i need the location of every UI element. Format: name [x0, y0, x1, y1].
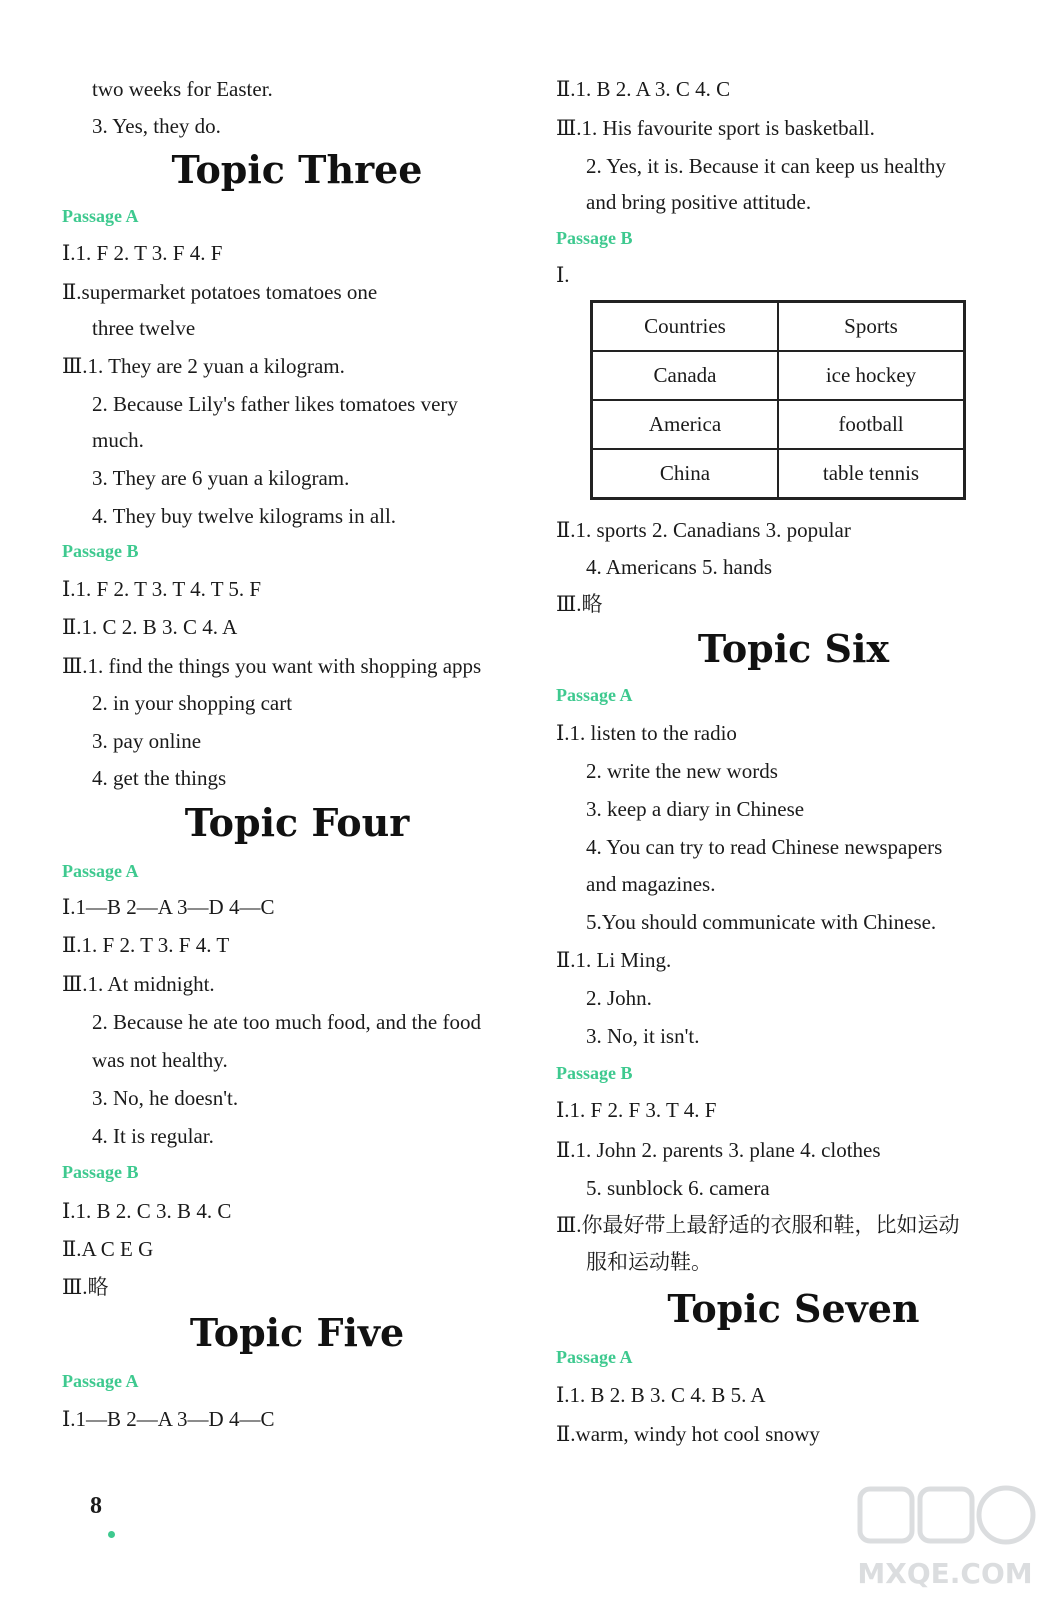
table-header-cell: Sports — [778, 302, 965, 352]
table-row — [592, 351, 965, 400]
answer-line: Ⅰ.1—B 2—A 3—D 4—C — [62, 1407, 275, 1431]
passage-b-label: Passage B — [62, 1162, 139, 1182]
answer-line: 4. They buy twelve kilograms in all. — [92, 504, 397, 528]
answer-line: 4. It is regular. — [92, 1124, 214, 1148]
answer-line: Ⅱ.warm, windy hot cool snowy — [556, 1422, 820, 1446]
answer-line: 3. pay online — [92, 729, 202, 753]
passage-b-label: Passage B — [62, 541, 139, 561]
decorative-dot — [108, 1531, 115, 1538]
table-row — [592, 449, 965, 499]
passage-a-label: Passage A — [556, 1347, 633, 1367]
svg-text:MXQE.COM: MXQE.COM — [857, 1557, 1033, 1590]
table-cell: ice hockey — [778, 351, 965, 400]
answer-line: two weeks for Easter. — [92, 77, 273, 101]
answer-line: Ⅲ.略 — [62, 1275, 109, 1299]
page-number: 8 — [90, 1493, 102, 1519]
table-cell: Canada — [592, 351, 779, 400]
topic-six-heading: Topic Six — [697, 626, 890, 671]
answer-line: 4. You can try to read Chinese newspapers — [586, 835, 943, 859]
answer-line: Ⅰ.1. listen to the radio — [556, 721, 737, 745]
watermark-logo — [850, 1475, 1040, 1595]
answer-line: Ⅲ.1. find the things you want with shopping apps — [62, 654, 482, 678]
passage-a-label: Passage A — [62, 206, 139, 226]
answer-line: 2. Because he ate too much food, and the food — [92, 1010, 481, 1034]
answer-line: 2. Yes, it is. Because it can keep us healthy — [586, 154, 946, 178]
answer-line: Ⅱ.1. C 2. B 3. C 4. A — [62, 615, 238, 639]
table-header-cell: Countries — [592, 302, 779, 352]
answer-line: 4. Americans 5. hands — [586, 555, 773, 579]
answer-line: Ⅲ.略 — [556, 592, 603, 616]
answer-line: Ⅱ.1. John 2. parents 3. plane 4. clothes — [556, 1138, 881, 1162]
answer-line: 3. They are 6 yuan a kilogram. — [92, 466, 350, 490]
answer-line: Ⅰ. — [556, 263, 570, 287]
answer-line: 5. sunblock 6. camera — [586, 1176, 770, 1200]
table-cell: America — [592, 400, 779, 449]
answer-line: 3. No, he doesn't. — [92, 1086, 239, 1110]
answer-line: was not healthy. — [92, 1048, 228, 1072]
answer-line: 3. Yes, they do. — [92, 114, 221, 138]
answer-line: 5.You should communicate with Chinese. — [586, 910, 937, 934]
table-cell: football — [778, 400, 965, 449]
answer-line: Ⅱ.1. Li Ming. — [556, 948, 672, 972]
answer-line: 服和运动鞋。 — [586, 1250, 712, 1274]
answer-line: and magazines. — [586, 872, 716, 896]
answer-line: Ⅱ.1. sports 2. Canadians 3. popular — [556, 518, 851, 542]
answer-line: Ⅱ.1. B 2. A 3. C 4. C — [556, 77, 731, 101]
answer-line: 2. write the new words — [586, 759, 778, 783]
topic-seven-heading: Topic Seven — [667, 1286, 920, 1331]
passage-b-label: Passage B — [556, 228, 633, 248]
table-header-row — [592, 302, 965, 352]
answer-line: Ⅲ.1. His favourite sport is basketball. — [556, 116, 875, 140]
table-cell: table tennis — [778, 449, 965, 499]
table-cell: China — [592, 449, 779, 499]
countries-sports-table — [590, 300, 966, 500]
answer-line: Ⅰ.1—B 2—A 3—D 4—C — [62, 895, 275, 919]
topic-five-heading: Topic Five — [189, 1310, 405, 1355]
answer-line: 3. keep a diary in Chinese — [586, 797, 805, 821]
answer-line: 4. get the things — [92, 766, 227, 790]
answer-line: much. — [92, 428, 144, 452]
passage-a-label: Passage A — [556, 685, 633, 705]
answer-line: Ⅰ.1. B 2. C 3. B 4. C — [62, 1199, 232, 1223]
answer-line: Ⅰ.1. F 2. T 3. F 4. F — [62, 241, 223, 265]
answer-line: and bring positive attitude. — [586, 190, 812, 214]
passage-a-label: Passage A — [62, 1371, 139, 1391]
table-row — [592, 400, 965, 449]
answer-line: Ⅰ.1. F 2. F 3. T 4. F — [556, 1098, 717, 1122]
topic-four-heading: Topic Four — [184, 800, 410, 845]
answer-line: Ⅱ.A C E G — [62, 1237, 154, 1261]
answer-line: Ⅲ.1. They are 2 yuan a kilogram. — [62, 354, 345, 378]
answer-line: 2. John. — [586, 986, 652, 1010]
answer-line: 3. No, it isn't. — [586, 1024, 700, 1048]
answer-line: Ⅰ.1. F 2. T 3. T 4. T 5. F — [62, 577, 262, 601]
passage-b-label: Passage B — [556, 1063, 633, 1083]
answer-line: 2. in your shopping cart — [92, 691, 293, 715]
answer-line: three twelve — [92, 316, 196, 340]
answer-line: Ⅲ.你最好带上最舒适的衣服和鞋，比如运动 — [556, 1213, 960, 1237]
answer-line: Ⅲ.1. At midnight. — [62, 972, 215, 996]
answer-line: Ⅰ.1. B 2. B 3. C 4. B 5. A — [556, 1383, 766, 1407]
answer-line: Ⅱ.1. F 2. T 3. F 4. T — [62, 933, 230, 957]
answer-line: Ⅱ.supermarket potatoes tomatoes one — [62, 280, 378, 304]
topic-three-heading: Topic Three — [171, 147, 423, 192]
answer-line: 2. Because Lily's father likes tomatoes very — [92, 392, 458, 416]
passage-a-label: Passage A — [62, 861, 139, 881]
